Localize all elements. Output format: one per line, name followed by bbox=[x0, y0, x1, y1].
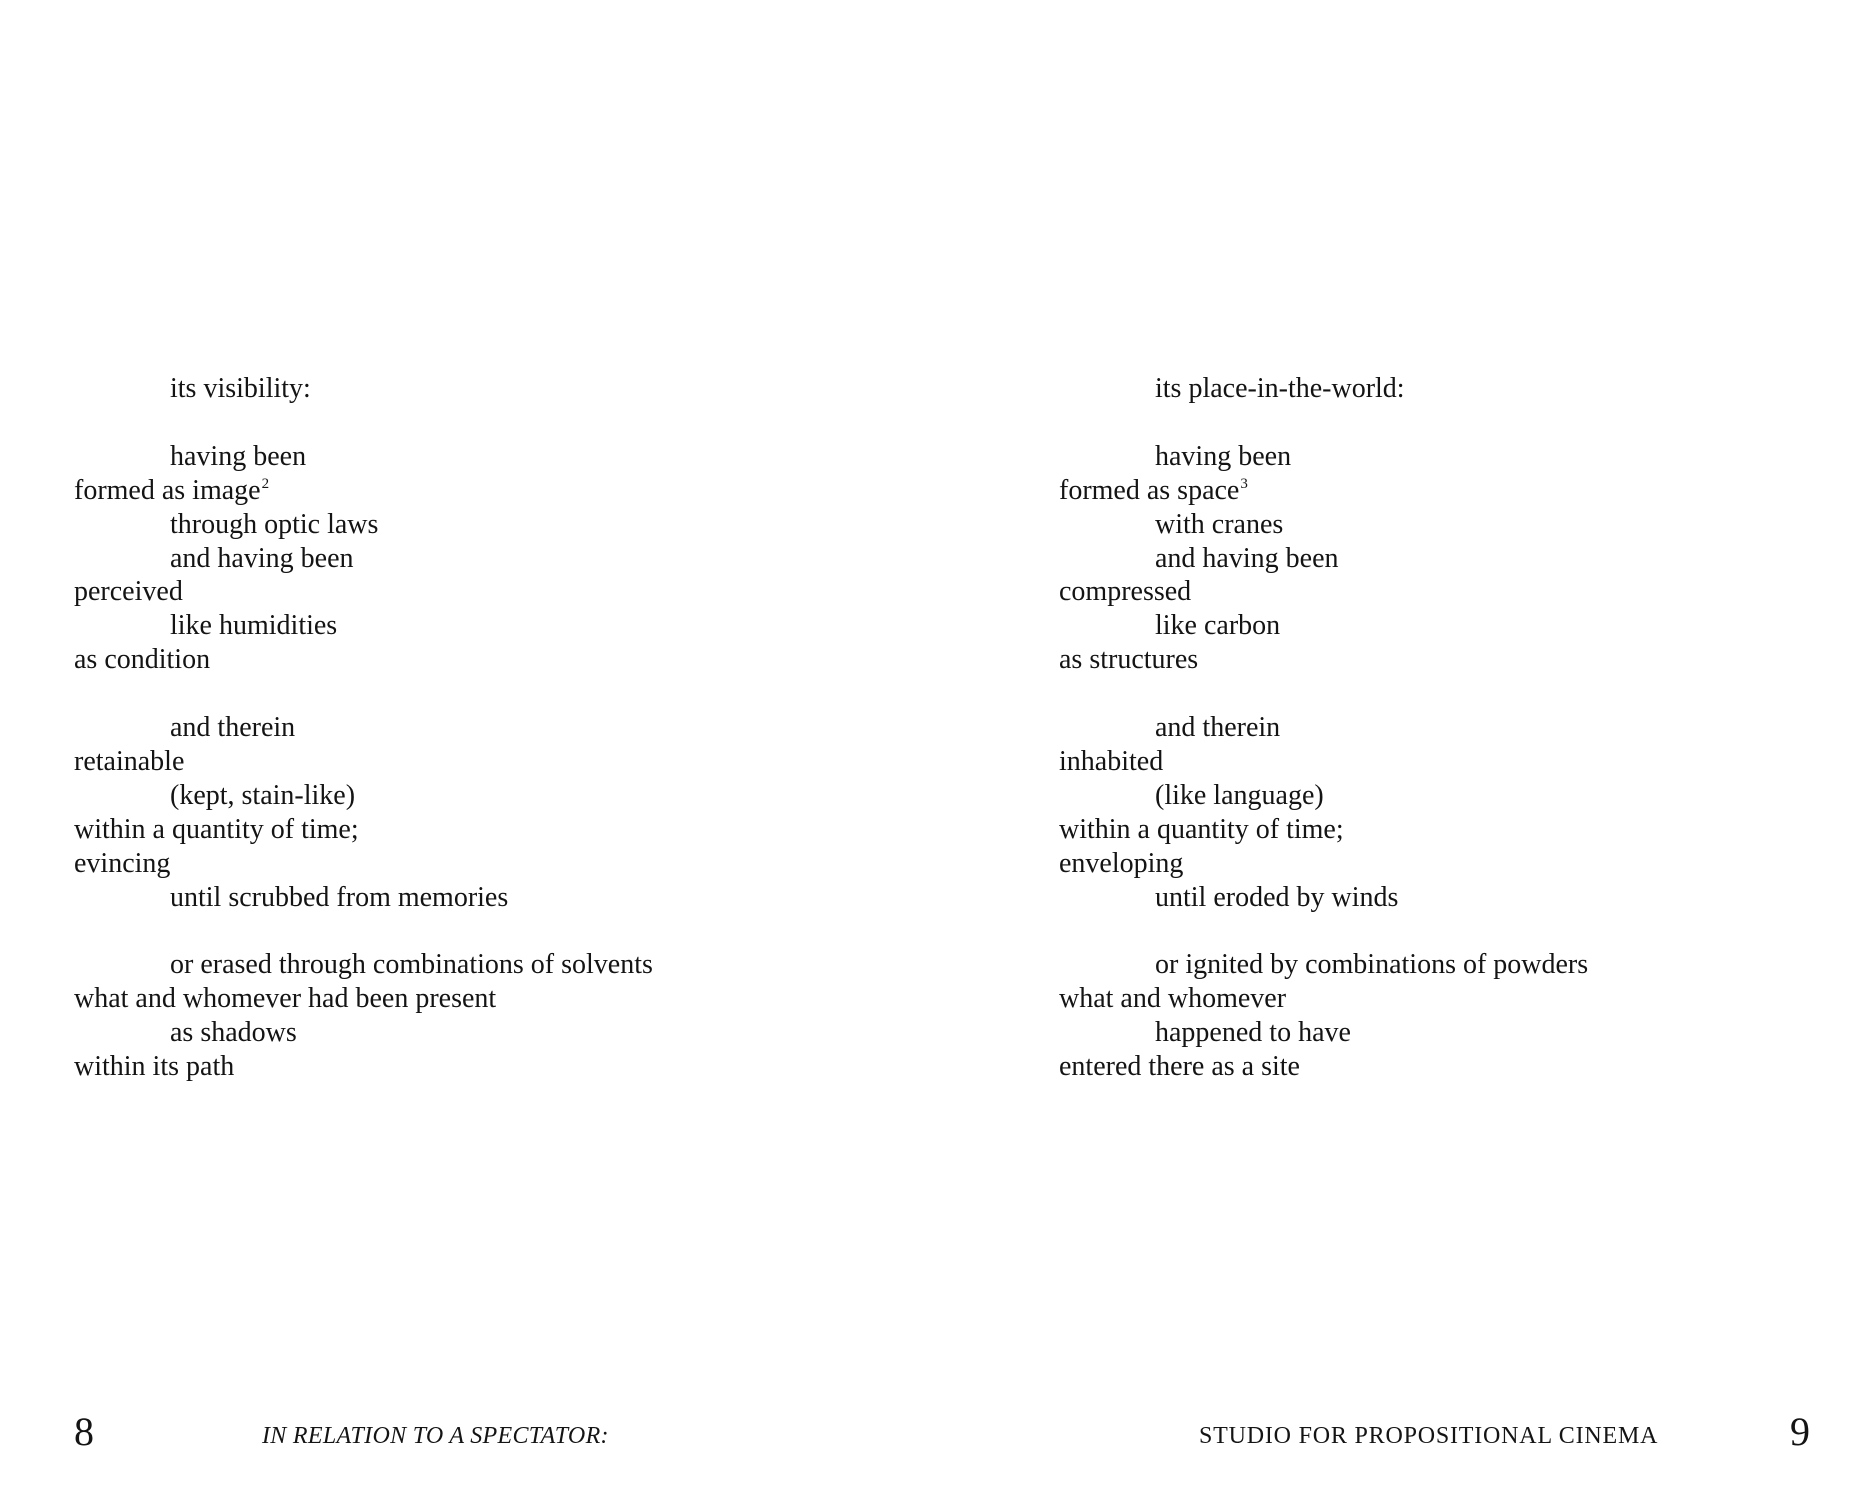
poem-line bbox=[1059, 745, 1588, 779]
poem-line bbox=[1059, 881, 1588, 915]
poem-line-text: compressed bbox=[1059, 576, 1192, 608]
poem-line bbox=[1059, 542, 1588, 576]
poem-line-text: entered there as a site bbox=[1059, 1051, 1300, 1083]
poem-line-text: as condition bbox=[74, 644, 211, 676]
footnote-marker: 3 bbox=[1240, 476, 1248, 493]
poem-line-text: evincing bbox=[74, 847, 171, 879]
poem-line bbox=[74, 779, 653, 813]
poem-line bbox=[74, 609, 653, 643]
poem-line bbox=[1059, 440, 1588, 474]
poem-line bbox=[1059, 813, 1588, 847]
left-page bbox=[0, 0, 936, 1500]
poem-line-text: formed as space bbox=[1059, 474, 1240, 506]
poem-line-text: and therein bbox=[170, 712, 296, 744]
poem-line-text: (like language) bbox=[1155, 779, 1324, 811]
left-page-number: 8 bbox=[74, 1409, 94, 1454]
poem-line bbox=[74, 711, 653, 745]
poem-line bbox=[1059, 847, 1588, 881]
poem-line-text: or ignited by combinations of powders bbox=[1155, 949, 1589, 981]
poem-line bbox=[1059, 779, 1588, 813]
poem-line-text: perceived bbox=[74, 576, 183, 608]
poem-line-text: like carbon bbox=[1155, 610, 1281, 642]
poem-line-text: (kept, stain-like) bbox=[170, 779, 356, 811]
poem-line-text: and having been bbox=[170, 542, 354, 574]
poem-line bbox=[1059, 508, 1588, 542]
poem-line bbox=[74, 948, 653, 982]
poem-line-text: having been bbox=[170, 440, 307, 472]
poem-line bbox=[1059, 474, 1588, 508]
poem-line-text: like humidities bbox=[170, 610, 338, 642]
poem-line-text: within its path bbox=[74, 1051, 235, 1083]
poem-line-text: what and whomever bbox=[1059, 983, 1287, 1015]
left-running-head: IN RELATION TO A SPECTATOR: bbox=[262, 1423, 609, 1449]
right-poem bbox=[1059, 372, 1588, 1084]
poem-line bbox=[1059, 711, 1588, 745]
stanza-break bbox=[74, 677, 653, 711]
poem-line-text: as shadows bbox=[170, 1017, 297, 1049]
left-poem bbox=[74, 372, 653, 1084]
poem-line-text: formed as image bbox=[74, 474, 261, 506]
poem-line bbox=[74, 813, 653, 847]
poem-line-text: through optic laws bbox=[170, 508, 379, 540]
poem-line-text: and therein bbox=[1155, 712, 1281, 744]
poem-line bbox=[1059, 575, 1588, 609]
poem-line-text: inhabited bbox=[1059, 745, 1164, 777]
stanza-break bbox=[74, 914, 653, 948]
poem-line-text: what and whomever had been present bbox=[74, 983, 497, 1015]
poem-line-text: as structures bbox=[1059, 644, 1199, 676]
stanza-break bbox=[74, 406, 653, 440]
poem-line-text: and having been bbox=[1155, 542, 1339, 574]
footnote-marker: 2 bbox=[261, 476, 270, 493]
poem-line-text: within a quantity of time; bbox=[1059, 813, 1344, 845]
poem-line-text: until scrubbed from memories bbox=[170, 881, 509, 913]
poem-line bbox=[74, 1050, 653, 1084]
poem-line bbox=[74, 847, 653, 881]
poem-line bbox=[74, 881, 653, 915]
poem-line-text: or erased through combinations of solvents bbox=[170, 949, 653, 981]
right-running-head: STUDIO FOR PROPOSITIONAL CINEMA bbox=[1199, 1423, 1659, 1449]
poem-line bbox=[1059, 982, 1588, 1016]
poem-line bbox=[74, 474, 653, 508]
poem-line-text: within a quantity of time; bbox=[74, 813, 359, 845]
poem-line bbox=[1059, 609, 1588, 643]
poem-line-text: with cranes bbox=[1155, 508, 1284, 540]
poem-line-text: enveloping bbox=[1059, 847, 1184, 879]
poem-line bbox=[74, 745, 653, 779]
poem-line-text: retainable bbox=[74, 745, 185, 777]
poem-line-text: its place-in-the-world: bbox=[1155, 373, 1405, 404]
poem-line bbox=[1059, 1050, 1588, 1084]
poem-line bbox=[1059, 372, 1588, 406]
poem-line bbox=[74, 643, 653, 677]
stanza-break bbox=[1059, 677, 1588, 711]
poem-line bbox=[74, 542, 653, 576]
stanza-break bbox=[1059, 406, 1588, 440]
poem-line bbox=[74, 440, 653, 474]
poem-line-text: its visibility: bbox=[170, 373, 311, 404]
poem-line bbox=[74, 575, 653, 609]
poem-line bbox=[74, 372, 653, 406]
stanza-break bbox=[1059, 914, 1588, 948]
poem-line bbox=[74, 982, 653, 1016]
right-page bbox=[936, 0, 1873, 1500]
poem-line bbox=[1059, 643, 1588, 677]
poem-line bbox=[74, 1016, 653, 1050]
poem-line-text: having been bbox=[1155, 440, 1292, 472]
poem-line-text: until eroded by winds bbox=[1155, 881, 1399, 913]
poem-line bbox=[74, 508, 653, 542]
poem-line bbox=[1059, 948, 1588, 982]
poem-line-text: happened to have bbox=[1155, 1017, 1351, 1049]
poem-line bbox=[1059, 1016, 1588, 1050]
right-page-number: 9 bbox=[1790, 1409, 1810, 1454]
